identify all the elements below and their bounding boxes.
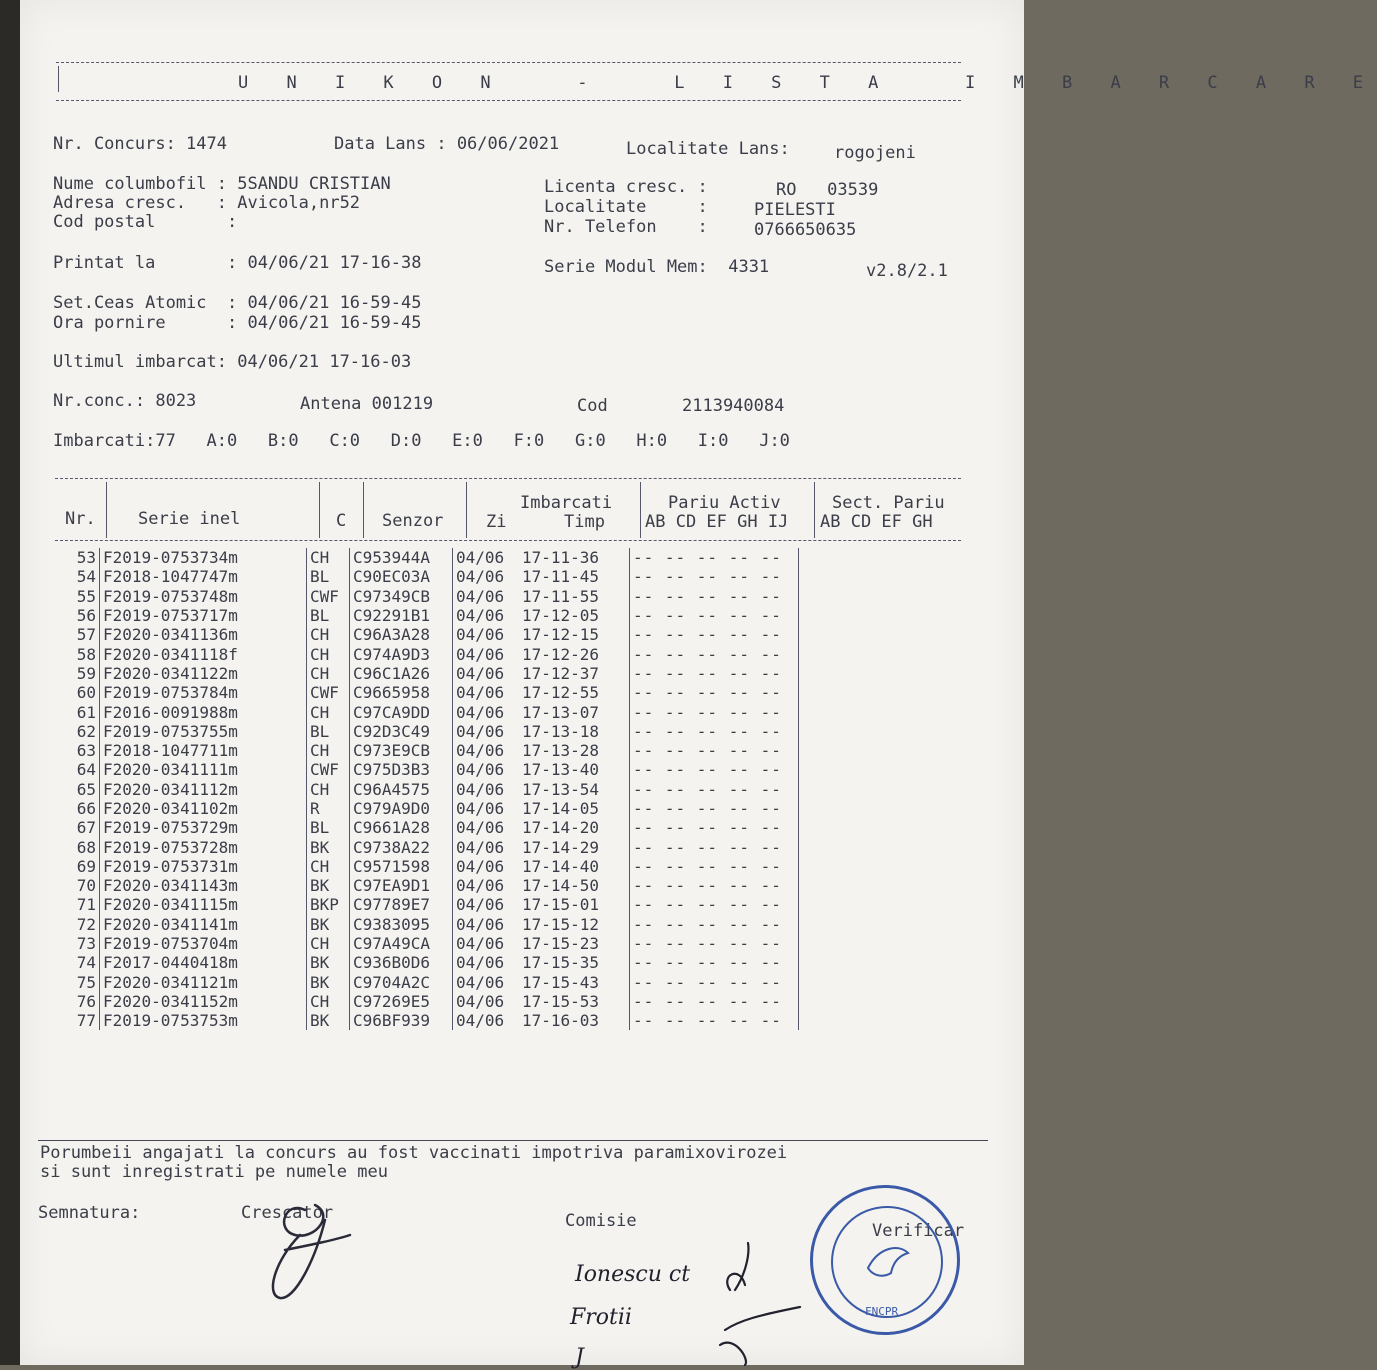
ring-serial: F2019-0753731m — [100, 857, 307, 876]
data-lans: Data Lans : 06/06/2021 — [334, 134, 560, 154]
boarding-date: 04/06 — [456, 625, 505, 645]
pariu-activ-cell: -- -- -- -- -- — [630, 973, 799, 992]
antena: Antena 001219 — [300, 394, 434, 414]
sensor-id: C9661A28 — [350, 818, 453, 837]
pariu-activ-cell: -- -- -- -- -- — [630, 799, 799, 818]
sensor-id: C92291B1 — [350, 606, 453, 625]
color-code: CH — [307, 664, 350, 683]
color-code: BK — [307, 1011, 350, 1030]
pariu-activ-cell: -- -- -- -- -- — [630, 934, 799, 953]
sensor-id: C97349CB — [350, 587, 453, 606]
table-row — [55, 683, 799, 702]
table-row — [55, 837, 799, 856]
version: v2.8/2.1 — [866, 261, 948, 281]
row-nr: 77 — [55, 1011, 100, 1030]
row-nr: 58 — [55, 644, 100, 663]
col-sect-subcols: AB CD EF GH — [820, 512, 933, 532]
boarding-time: 17-15-43 — [519, 973, 630, 992]
color-code: CH — [307, 702, 350, 721]
table-row — [55, 741, 799, 760]
color-code: BL — [307, 606, 350, 625]
licenta-value: RO 03539 — [776, 180, 879, 200]
ring-serial: F2020-0341121m — [100, 973, 307, 992]
sensor-id: C973E9CB — [350, 741, 453, 760]
table-top-border — [55, 478, 961, 479]
localitate-value: PIELESTI — [754, 200, 836, 220]
ora-pornire: Ora pornire : 04/06/21 16-59-45 — [53, 313, 422, 333]
boarding-time: 17-16-03 — [519, 1011, 630, 1030]
col-pariu-activ: Pariu Activ — [668, 493, 781, 513]
boarding-time: 17-11-45 — [519, 567, 630, 586]
boarding-date: 04/06 — [456, 818, 505, 838]
table-row — [55, 780, 799, 799]
boarding-time: 17-12-26 — [519, 644, 630, 663]
sensor-id: C97CA9DD — [350, 702, 453, 721]
sensor-id: C97EA9D1 — [350, 876, 453, 895]
licenta-label: Licenta cresc. : — [544, 177, 708, 197]
comisie-label: Comisie — [565, 1211, 637, 1231]
ring-serial: F2018-1047747m — [100, 567, 307, 586]
nume-columbofil: Nume columbofil : 5SANDU CRISTIAN — [53, 174, 391, 194]
ring-serial: F2020-0341118f — [100, 644, 307, 663]
printat-la: Printat la : 04/06/21 17-16-38 — [53, 253, 422, 273]
association-stamp — [810, 1185, 960, 1335]
commission-handwriting-3: J — [575, 1345, 584, 1370]
pariu-activ-cell: -- -- -- -- -- — [630, 567, 799, 586]
pariu-activ-cell: -- -- -- -- -- — [630, 818, 799, 837]
ring-serial: F2019-0753734m — [100, 548, 307, 567]
boarding-date: 04/06 — [456, 606, 505, 626]
declaration-line-1: Porumbeii angajati la concurs au fost vaccinati impotriva paramixovirozei — [40, 1143, 788, 1163]
table-row — [55, 953, 799, 972]
col-nr: Nr. — [65, 509, 96, 529]
footer-divider — [38, 1140, 988, 1141]
row-nr: 55 — [55, 587, 100, 606]
ring-serial: F2019-0753729m — [100, 818, 307, 837]
boarding-time: 17-11-36 — [519, 548, 630, 567]
nr-conc: Nr.conc.: 8023 — [53, 391, 197, 411]
boarding-time: 17-13-07 — [519, 702, 630, 721]
pariu-activ-cell: -- -- -- -- -- — [630, 895, 799, 914]
table-row — [55, 992, 799, 1011]
color-code: R — [307, 799, 350, 818]
crescator-label: Crescator — [241, 1203, 334, 1223]
ring-serial: F2020-0341115m — [100, 895, 307, 914]
sensor-id: C96A3A28 — [350, 625, 453, 644]
pariu-activ-cell: -- -- -- -- -- — [630, 587, 799, 606]
ring-serial: F2019-0753784m — [100, 683, 307, 702]
col-senzor: Senzor — [382, 511, 444, 531]
color-code: CWF — [307, 587, 350, 606]
row-nr: 75 — [55, 973, 100, 992]
row-nr: 57 — [55, 625, 100, 644]
sensor-id: C9665958 — [350, 683, 453, 702]
boarding-time: 17-14-05 — [519, 799, 630, 818]
semnatura-label: Semnatura: — [38, 1203, 141, 1223]
cod-label: Cod — [577, 396, 608, 416]
pariu-activ-cell: -- -- -- -- -- — [630, 722, 799, 741]
boarding-time: 17-15-12 — [519, 915, 630, 934]
sensor-id: C975D3B3 — [350, 760, 453, 779]
ring-serial: F2020-0341112m — [100, 780, 307, 799]
row-nr: 70 — [55, 876, 100, 895]
sensor-id: C97789E7 — [350, 895, 453, 914]
header-left-border — [58, 66, 59, 92]
boarding-time: 17-12-15 — [519, 625, 630, 644]
col-imbarcati: Imbarcati — [520, 493, 613, 513]
boarding-date: 04/06 — [456, 799, 505, 818]
color-code: BK — [307, 915, 350, 934]
color-code: CH — [307, 780, 350, 799]
col-serie-inel: Serie inel — [138, 509, 241, 529]
boarding-time: 17-15-35 — [519, 953, 630, 972]
color-code: BK — [307, 973, 350, 992]
boarding-date: 04/06 — [456, 953, 505, 973]
ring-serial: F2020-0341122m — [100, 664, 307, 683]
table-row — [55, 644, 799, 663]
table-row — [55, 548, 799, 567]
pariu-activ-cell: -- -- -- -- -- — [630, 606, 799, 625]
color-code: CH — [307, 741, 350, 760]
row-nr: 71 — [55, 895, 100, 914]
boarding-date: 04/06 — [456, 779, 505, 799]
declaration-line-2: si sunt inregistrati pe numele meu — [40, 1162, 388, 1182]
table-row — [55, 567, 799, 586]
sensor-id: C97269E5 — [350, 992, 453, 1011]
ring-serial: F2019-0753755m — [100, 722, 307, 741]
ring-serial: F2019-0753748m — [100, 587, 307, 606]
color-code: CH — [307, 857, 350, 876]
pariu-activ-cell: -- -- -- -- -- — [630, 760, 799, 779]
color-code: CH — [307, 625, 350, 644]
sensor-id: C97A49CA — [350, 934, 453, 953]
color-code: BL — [307, 722, 350, 741]
sensor-id: C953944A — [350, 548, 453, 567]
boarding-time: 17-15-23 — [519, 934, 630, 953]
boarding-date: 04/06 — [456, 663, 505, 683]
boarding-time: 17-12-55 — [519, 683, 630, 702]
boarding-time: 17-13-40 — [519, 760, 630, 779]
boarding-time: 17-14-20 — [519, 818, 630, 837]
ring-serial: F2019-0753717m — [100, 606, 307, 625]
boarding-table — [55, 548, 799, 1030]
color-code: BL — [307, 818, 350, 837]
commission-handwriting-2: Frotii — [570, 1305, 632, 1330]
pariu-activ-cell: -- -- -- -- -- — [630, 780, 799, 799]
table-row — [55, 1011, 799, 1030]
sensor-id: C9738A22 — [350, 837, 453, 856]
boarding-time: 17-12-37 — [519, 664, 630, 683]
boarding-time: 17-13-28 — [519, 741, 630, 760]
ring-serial: F2019-0753704m — [100, 934, 307, 953]
row-nr: 60 — [55, 683, 100, 702]
boarding-date: 04/06 — [456, 760, 505, 780]
pariu-activ-cell: -- -- -- -- -- — [630, 683, 799, 702]
col-sect-pariu: Sect. Pariu — [832, 493, 945, 513]
commission-signatures — [700, 1235, 810, 1365]
set-ceas-atomic: Set.Ceas Atomic : 04/06/21 16-59-45 — [53, 293, 422, 313]
pariu-activ-cell: -- -- -- -- -- — [630, 857, 799, 876]
nr-concurs: Nr. Concurs: 1474 — [53, 134, 227, 154]
ring-serial: F2020-0341152m — [100, 992, 307, 1011]
color-code: CWF — [307, 683, 350, 702]
table-row — [55, 799, 799, 818]
boarding-date: 04/06 — [456, 895, 505, 915]
row-nr: 62 — [55, 722, 100, 741]
pariu-activ-cell: -- -- -- -- -- — [630, 1011, 799, 1030]
color-code: BK — [307, 876, 350, 895]
ring-serial: F2019-0753728m — [100, 837, 307, 856]
boarding-date: 04/06 — [456, 914, 505, 934]
row-nr: 69 — [55, 857, 100, 876]
table-row — [55, 606, 799, 625]
ring-serial: F2020-0341111m — [100, 760, 307, 779]
table-row — [55, 587, 799, 606]
ring-serial: F2016-0091988m — [100, 702, 307, 721]
sensor-id: C9704A2C — [350, 973, 453, 992]
boarding-date: 04/06 — [456, 1011, 505, 1031]
boarding-date: 04/06 — [456, 856, 505, 876]
boarding-date: 04/06 — [456, 548, 505, 568]
boarding-time: 17-13-18 — [519, 722, 630, 741]
row-nr: 53 — [55, 548, 100, 567]
color-code: CH — [307, 548, 350, 567]
table-row — [55, 915, 799, 934]
col-pariu-subcols: AB CD EF GH IJ — [645, 512, 789, 532]
row-nr: 61 — [55, 702, 100, 721]
row-nr: 74 — [55, 953, 100, 972]
pariu-activ-cell: -- -- -- -- -- — [630, 992, 799, 1011]
serie-modul-mem: Serie Modul Mem: 4331 — [544, 257, 770, 277]
ring-serial: F2019-0753753m — [100, 1011, 307, 1030]
table-row — [55, 625, 799, 644]
adresa-cresc: Adresa cresc. : Avicola,nr52 — [53, 193, 361, 213]
col-timp: Timp — [564, 512, 605, 532]
boarding-date: 04/06 — [456, 702, 505, 722]
row-nr: 65 — [55, 780, 100, 799]
boarding-time: 17-15-53 — [519, 992, 630, 1011]
ring-serial: F2020-0341102m — [100, 799, 307, 818]
table-row — [55, 664, 799, 683]
row-nr: 67 — [55, 818, 100, 837]
ring-serial: F2017-0440418m — [100, 953, 307, 972]
col-zi: Zi — [486, 512, 507, 532]
boarding-time: 17-14-50 — [519, 876, 630, 895]
crescator-signature — [255, 1190, 365, 1310]
row-nr: 76 — [55, 992, 100, 1011]
row-nr: 63 — [55, 741, 100, 760]
table-row — [55, 702, 799, 721]
imbarcati-counts: Imbarcati:77 A:0 B:0 C:0 D:0 E:0 F:0 G:0 H:0 I:0 J:0 — [53, 431, 790, 451]
pariu-activ-cell: -- -- -- -- -- — [630, 915, 799, 934]
ring-serial: F2020-0341136m — [100, 625, 307, 644]
row-nr: 72 — [55, 915, 100, 934]
col-c: C — [336, 511, 347, 531]
header-top-border — [56, 62, 961, 63]
table-row — [55, 760, 799, 779]
color-code: BK — [307, 953, 350, 972]
commission-handwriting-1: Ionescu ct — [575, 1262, 691, 1287]
header-divider — [319, 482, 320, 538]
boarding-date: 04/06 — [456, 721, 505, 741]
table-row — [55, 818, 799, 837]
telefon-value: 0766650635 — [754, 220, 857, 240]
telefon-label: Nr. Telefon : — [544, 217, 708, 237]
sensor-id: C96BF939 — [350, 1011, 453, 1030]
table-row — [55, 934, 799, 953]
boarding-date: 04/06 — [456, 837, 505, 857]
ultimul-imbarcat: Ultimul imbarcat: 04/06/21 17-16-03 — [53, 352, 412, 372]
table-header-bottom-border — [55, 540, 961, 541]
boarding-time: 17-15-01 — [519, 895, 630, 914]
table-row — [55, 857, 799, 876]
pariu-activ-cell: -- -- -- -- -- — [630, 664, 799, 683]
boarding-date: 04/06 — [456, 586, 505, 606]
table-row — [55, 973, 799, 992]
pariu-activ-cell: -- -- -- -- -- — [630, 953, 799, 972]
row-nr: 73 — [55, 934, 100, 953]
localitate-lans-label: Localitate Lans: — [626, 139, 790, 159]
sensor-id: C979A9D0 — [350, 799, 453, 818]
sensor-id: C96A4575 — [350, 780, 453, 799]
table-row — [55, 876, 799, 895]
header-divider — [106, 482, 107, 538]
row-nr: 66 — [55, 799, 100, 818]
header-divider — [814, 482, 815, 538]
boarding-time: 17-13-54 — [519, 780, 630, 799]
pariu-activ-cell: -- -- -- -- -- — [630, 625, 799, 644]
sensor-id: C974A9D3 — [350, 644, 453, 663]
cod-value: 2113940084 — [682, 396, 785, 416]
pariu-activ-cell: -- -- -- -- -- — [630, 644, 799, 663]
cod-postal: Cod postal : — [53, 212, 238, 232]
pariu-activ-cell: -- -- -- -- -- — [630, 702, 799, 721]
stamp-bottom-text: FNCPR — [865, 1305, 899, 1318]
sensor-id: C936B0D6 — [350, 953, 453, 972]
sensor-id: C92D3C49 — [350, 722, 453, 741]
color-code: CWF — [307, 760, 350, 779]
header-bottom-border — [56, 100, 961, 101]
boarding-time: 17-14-40 — [519, 857, 630, 876]
color-code: BKP — [307, 895, 350, 914]
verificator-label: Verificar — [872, 1221, 965, 1241]
page-title: U N I K O N - L I S T A I M B A R C A R E — [238, 73, 1377, 93]
boarding-date: 04/06 — [456, 972, 505, 992]
sensor-id: C9571598 — [350, 857, 453, 876]
row-nr: 54 — [55, 567, 100, 586]
row-nr: 68 — [55, 837, 100, 856]
pariu-activ-cell: -- -- -- -- -- — [630, 837, 799, 856]
header-divider — [363, 482, 364, 538]
sensor-id: C90EC03A — [350, 567, 453, 586]
pariu-activ-cell: -- -- -- -- -- — [630, 741, 799, 760]
color-code: CH — [307, 644, 350, 663]
table-row — [55, 895, 799, 914]
row-nr: 64 — [55, 760, 100, 779]
boarding-date: 04/06 — [456, 991, 505, 1011]
boarding-date: 04/06 — [456, 683, 505, 703]
row-nr: 56 — [55, 606, 100, 625]
pariu-activ-cell: -- -- -- -- -- — [630, 548, 799, 567]
color-code: BL — [307, 567, 350, 586]
color-code: CH — [307, 992, 350, 1011]
row-nr: 59 — [55, 664, 100, 683]
boarding-date: 04/06 — [456, 876, 505, 896]
pariu-activ-cell: -- -- -- -- -- — [630, 876, 799, 895]
boarding-date: 04/06 — [456, 741, 505, 761]
boarding-date: 04/06 — [456, 567, 505, 587]
boarding-time: 17-14-29 — [519, 837, 630, 856]
color-code: BK — [307, 837, 350, 856]
localitate-label: Localitate : — [544, 197, 708, 217]
color-code: CH — [307, 934, 350, 953]
header-divider — [466, 482, 467, 538]
sensor-id: C9383095 — [350, 915, 453, 934]
boarding-time: 17-12-05 — [519, 606, 630, 625]
boarding-date: 04/06 — [456, 644, 505, 664]
boarding-date: 04/06 — [456, 934, 505, 954]
ring-serial: F2020-0341143m — [100, 876, 307, 895]
table-row — [55, 722, 799, 741]
header-divider — [640, 482, 641, 538]
ring-serial: F2018-1047711m — [100, 741, 307, 760]
boarding-time: 17-11-55 — [519, 587, 630, 606]
ring-serial: F2020-0341141m — [100, 915, 307, 934]
sensor-id: C96C1A26 — [350, 664, 453, 683]
localitate-lans-value: rogojeni — [834, 143, 916, 163]
